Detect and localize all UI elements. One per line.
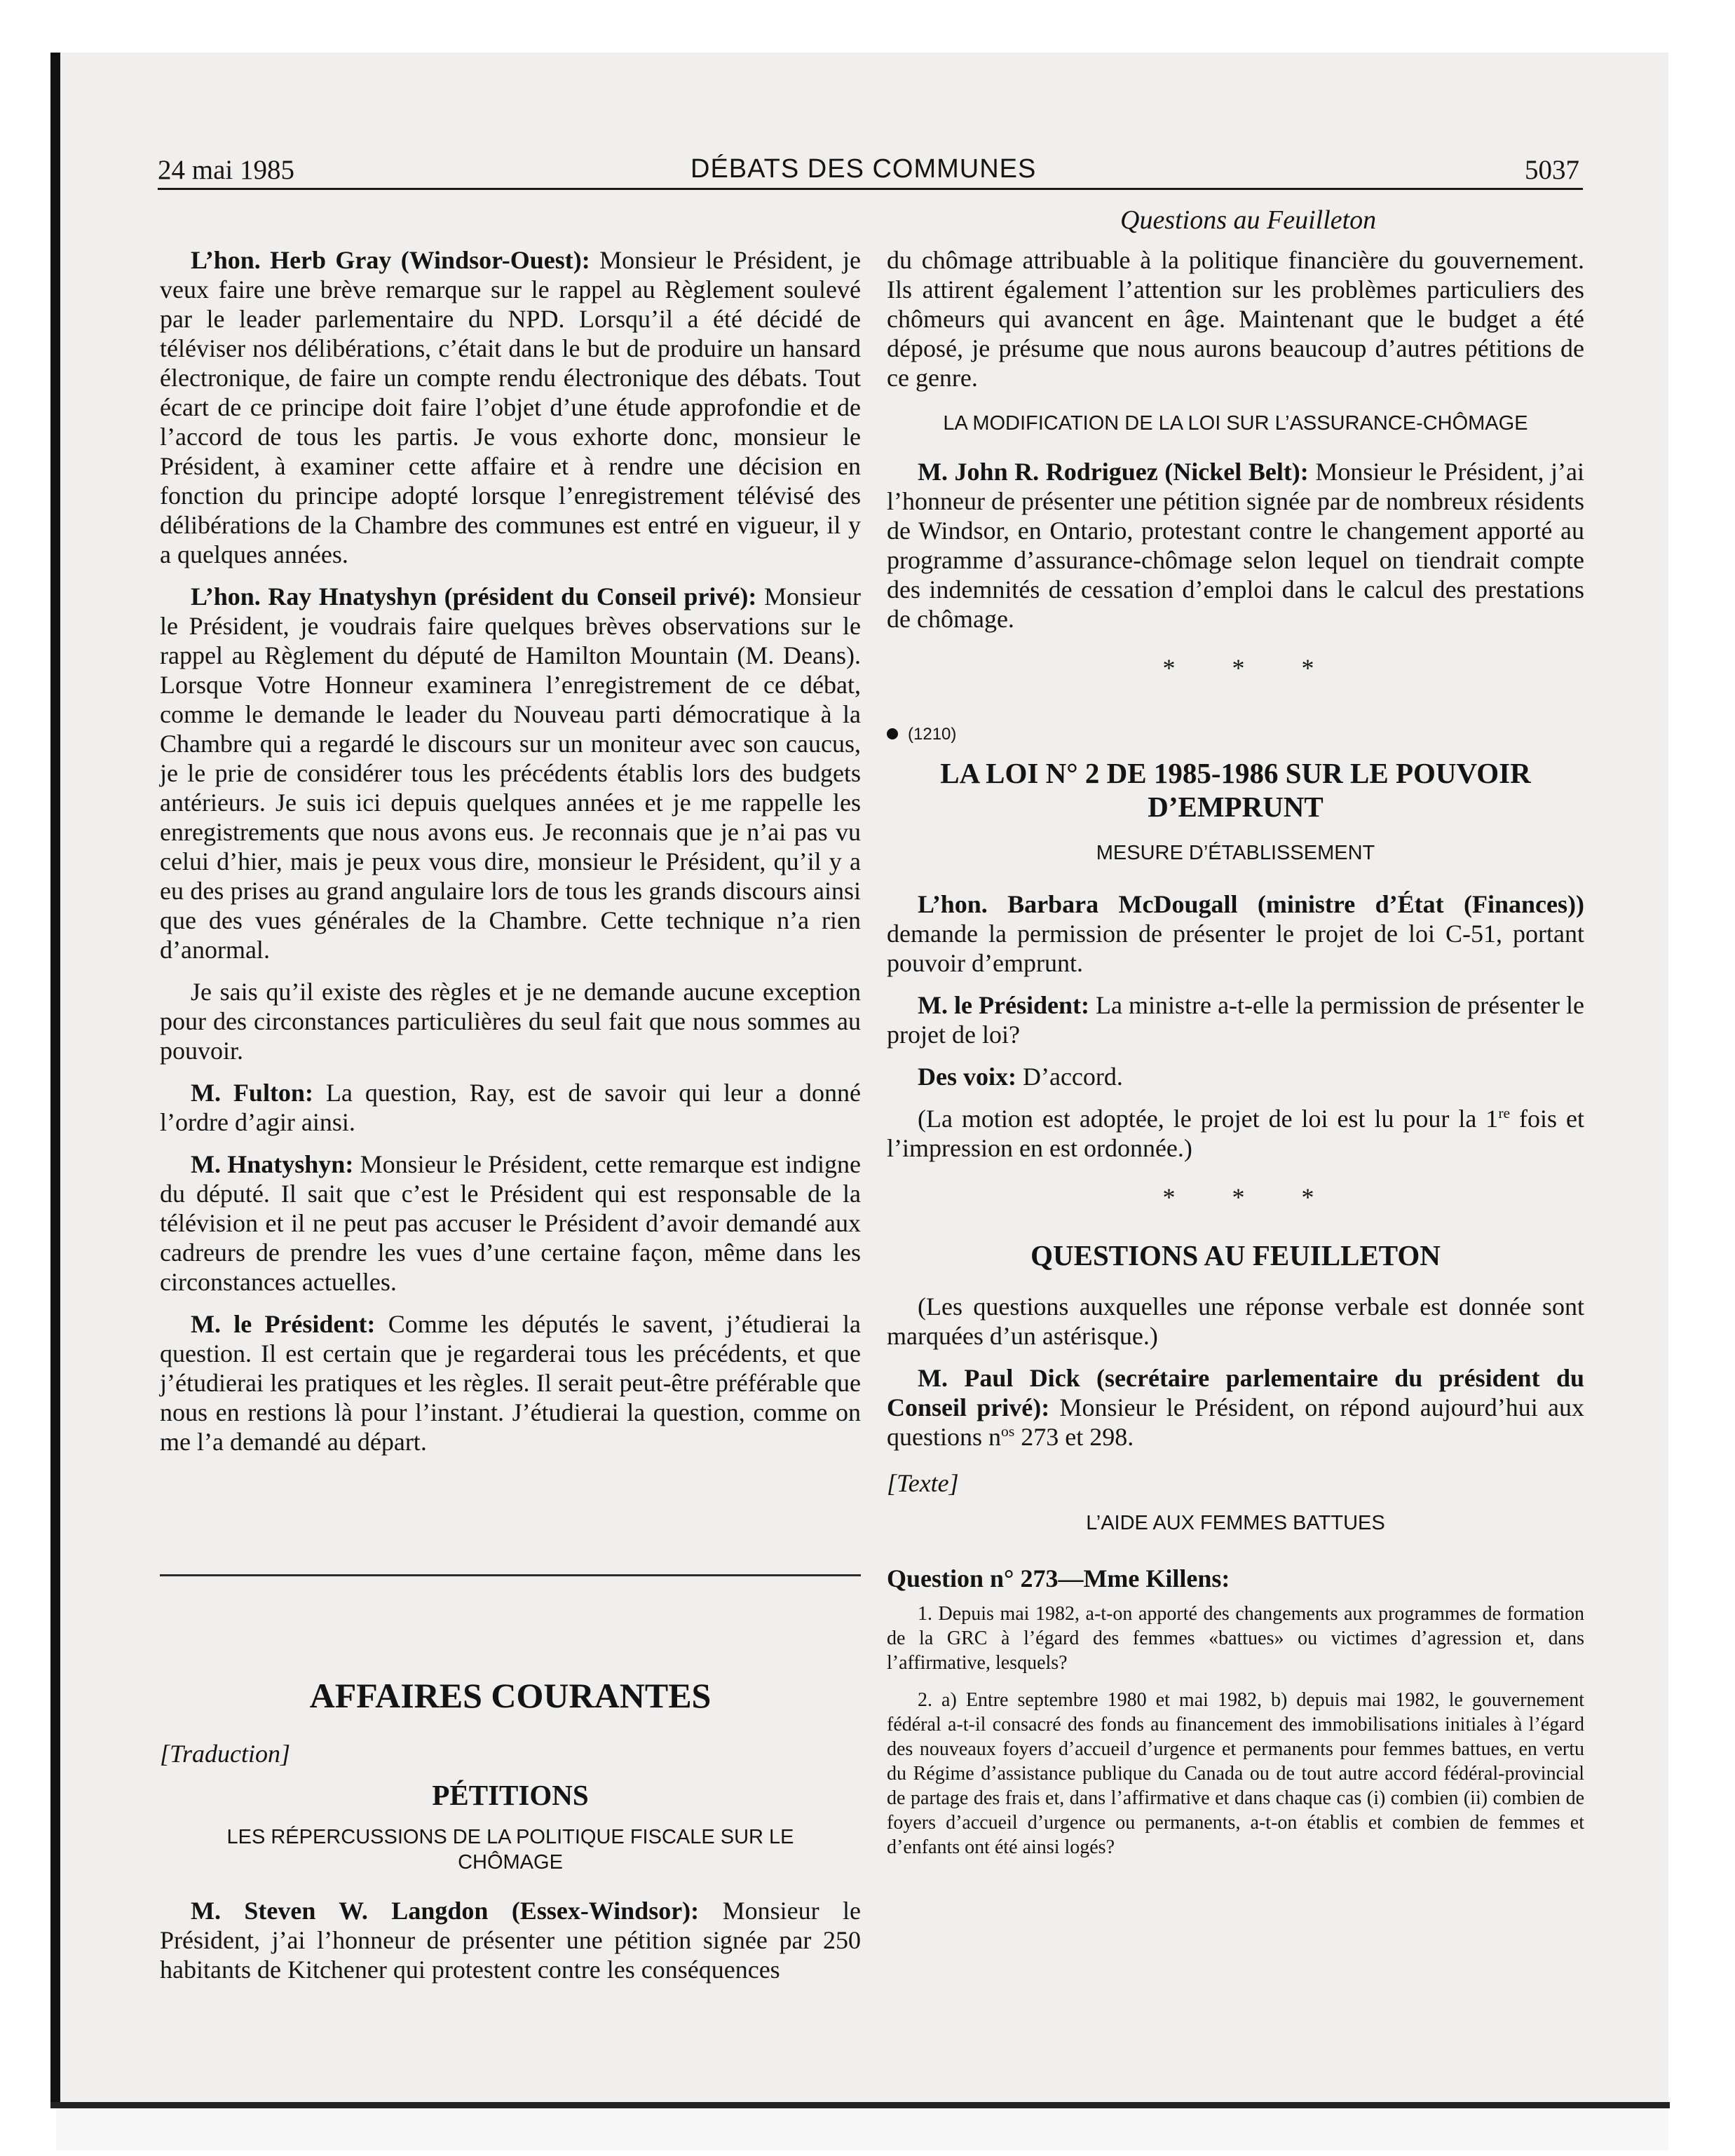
speaker: L’hon. Barbara McDougall (ministre d’État (Finances))	[918, 890, 1584, 918]
petitions-subheading: LES RÉPERCUSSIONS DE LA POLITIQUE FISCALE SUR LE CHÔMAGE	[226, 1826, 794, 1874]
texte-marker: [Texte]	[887, 1469, 959, 1497]
speech: La question, Ray, est de savoir qui leur a donné l’ordre d’agir ainsi.	[160, 1079, 862, 1136]
paragraph-asterisque-note: (Les questions auxquelles une réponse verbale est donnée sont marquées d’un astérisque.)	[887, 1292, 1584, 1350]
running-head: Questions au Feuilleton	[1120, 205, 1377, 235]
header-date: 24 mai 1985	[158, 155, 294, 185]
paragraph-hnatyshyn	[160, 582, 861, 964]
paragraph-fulton	[160, 1078, 861, 1137]
assurance-chomage-heading: LA MODIFICATION DE LA LOI SUR L’ASSURANCE-CHÔMAGE	[943, 412, 1528, 435]
speaker: L’hon. Herb Gray (Windsor-Ouest):	[191, 246, 590, 274]
speech: Monsieur le Président, j’ai l’honneur de présenter une pétition signée par de nombreux résidents de Windsor, en Ontario, protestant contre le changement apporté au programme d’assurance-chômage selon lequel on tiendrait compte des indemnités de cessation d’emploi dans le calcul des prestations de chômage.	[887, 458, 1584, 633]
mesure-etablissement-heading: MESURE D’ÉTABLISSEMENT	[1096, 842, 1375, 864]
scan-left-border	[50, 53, 60, 2106]
speaker: M. Fulton:	[191, 1079, 313, 1107]
bullet-dot-icon	[887, 728, 898, 739]
petitions-heading: PÉTITIONS	[432, 1779, 589, 1811]
speaker: M. le Président:	[191, 1310, 376, 1338]
paragraph-dick: M. Paul Dick (secrétaire parlementaire du président du Conseil privé): Monsieur le Président, on répond aujourd’hui aux questions $n^{os}$ 273 et 298.	[887, 1364, 1585, 1451]
speaker: L’hon. Ray Hnatyshyn (président du Conseil privé):	[191, 582, 757, 610]
section-stars: * * *	[1162, 654, 1340, 682]
paragraph-des-voix	[887, 1062, 1584, 1091]
header-title: DÉBATS DES COMMUNES	[690, 154, 1037, 184]
aide-femmes-battues-heading: L’AIDE AUX FEMMES BATTUES	[1086, 1512, 1385, 1534]
speech: D’accord.	[1022, 1063, 1123, 1091]
paragraph-regles: Je sais qu’il existe des règles et je ne demande aucune exception pour des circonstances particulières du seul fait que nous sommes au pouvoir.	[160, 978, 861, 1065]
speaker: M. Paul Dick (secrétaire parlementaire du président du Conseil privé):	[887, 1364, 1584, 1421]
header-page-number: 5037	[1525, 155, 1579, 185]
paragraph-hnatyshyn-2	[160, 1149, 861, 1297]
scan-bottom-strip	[56, 2108, 1668, 2150]
question-item-1: 1. Depuis mai 1982, a-t-on apporté des changements aux programmes de formation de la GRC à l’égard des femmes «battues» ou victimes d’agression et, dans l’affirmative, lesquels?	[887, 1603, 1584, 1674]
traduction-marker: [Traduction]	[160, 1740, 291, 1768]
speaker: M. le Président:	[918, 991, 1089, 1019]
paragraph-mcdougall	[887, 889, 1584, 978]
time-marker	[887, 716, 1584, 749]
speech: La ministre a-t-elle la permission de présenter le projet de loi?	[887, 991, 1585, 1049]
paragraph-president-permission	[887, 990, 1584, 1049]
affaires-courantes-heading: AFFAIRES COURANTES	[309, 1676, 712, 1715]
paragraph-langdon-continued: du chômage attribuable à la politique financière du gouvernement. Ils attirent également l’attention sur les problèmes particuliers des chômeurs qui avancent en âge. Maintenant que le budget a été déposé, je présume que nous aurons beaucoup d’autres pétitions de ce genre.	[887, 246, 1584, 392]
speaker: M. Hnatyshyn:	[191, 1150, 354, 1178]
speech: Monsieur le Président, je voudrais faire quelques brèves observations sur le rappel au Règlement du député de Hamilton Mountain (M. Deans). Lorsque Votre Honneur examinera l’enregistrement de ce débat, comme le demande le leader du Nouveau parti démocratique à la Chambre qui a regardé le discours sur un moniteur avec son caucus, je le prie de considérer tous les précédents établis lors des budgets antérieurs. Je suis ici depuis quelques années et je me rappelle les enregistrements que nous avons eus. Je reconnais que je n’ai pas vu celui d’hier, mais je peux vous dire, monsieur le Président, qu’il y a eu des prises au grand angulaire lors de tous les grands discours ainsi que des vues générales de la Chambre. Cette technique n’a rien d’anormal.	[160, 582, 861, 964]
questions-feuilleton-heading: QUESTIONS AU FEUILLETON	[1030, 1239, 1441, 1271]
speaker: M. John R. Rodriguez (Nickel Belt):	[918, 458, 1309, 486]
paragraph-president	[160, 1309, 861, 1456]
paragraph-rodriguez	[887, 457, 1584, 634]
speech: demande la permission de présenter le projet de loi C-51, portant pouvoir d’emprunt.	[887, 920, 1584, 977]
right-column	[887, 245, 1584, 1872]
paragraph-gray	[160, 245, 861, 569]
left-column	[160, 245, 861, 1997]
speaker: Des voix:	[918, 1063, 1016, 1091]
speech: Monsieur le Président, je veux faire une brève remarque sur le rappel au Règlement soulevé par le leader parlementaire du NPD. Lorsqu’il a été décidé de téléviser nos délibérations, c’était dans le but de produire un hansard électronique, de faire un compte rendu électronique des débats. Tout écart de ce principe doit faire l’objet d’une étude approfondie et de l’accord de tous les partis. Je vous exhorte donc, monsieur le Président, à examiner cette affaire et à rendre une décision en fonction du principe adopté lorsque l’enregistrement télévisé des délibérations de la Chambre des communes est entré en vigueur, il y a quelques années.	[160, 246, 862, 568]
paragraph-motion-adoptee: (La motion est adoptée, le projet de loi est lu pour la 1re fois et l’impression en est ordonnée.)	[887, 1105, 1584, 1162]
question-item-2: 2. a) Entre septembre 1980 et mai 1982, b) depuis mai 1982, le gouvernement fédéral a-t-il consacré des fonds au financement des immobilisations initiales à l’égard des nouveaux foyers d’accueil d’urgence et permanents pour femmes battues, en vertu du Régime d’assistance publique du Canada ou de tout autre accord fédéral-provincial de partage des frais et, dans l’affirmative et dans chaque cas (i) combien (ii) combien de foyers d’accueil d’urgence ou permanents, a-t-on établis et combien de femmes et d’enfants ont été ainsi logés?	[887, 1689, 1584, 1858]
speech: Monsieur le Président, cette remarque est indigne du député. Il sait que c’est le Président qui est responsable de la télévision et il ne peut pas accuser le Président d’avoir demandé aux cadreurs de prendre les vues d’une certaine façon, même dans les circonstances actuelles.	[160, 1150, 862, 1296]
section-stars-2: * * *	[1162, 1183, 1340, 1211]
paragraph-langdon	[160, 1896, 861, 1984]
header-rule	[158, 188, 1583, 190]
question-273-label: Question n° 273—Mme Killens:	[887, 1564, 1230, 1592]
speaker: M. Steven W. Langdon (Essex-Windsor):	[191, 1897, 700, 1925]
scan-bottom-border	[50, 2102, 1670, 2108]
speech: Comme les députés le savent, j’étudierai la question. Il est certain que je regarderai tous les précédents, et que j’étudierai les pratiques et les règles. Il serait peut-être préférable que nous en restions là pour l’instant. J’étudierai la question, comme on me l’a demandé au départ.	[160, 1310, 862, 1456]
speech: Monsieur le Président, j’ai l’honneur de présenter une pétition signée par 250 habitants de Kitchener qui protestent contre les conséquences	[160, 1897, 862, 1984]
loi-emprunt-heading: LA LOI N° 2 DE 1985-1986 SUR LE POUVOIR D’EMPRUNT	[940, 757, 1531, 823]
time-stamp: (1210)	[908, 725, 957, 744]
